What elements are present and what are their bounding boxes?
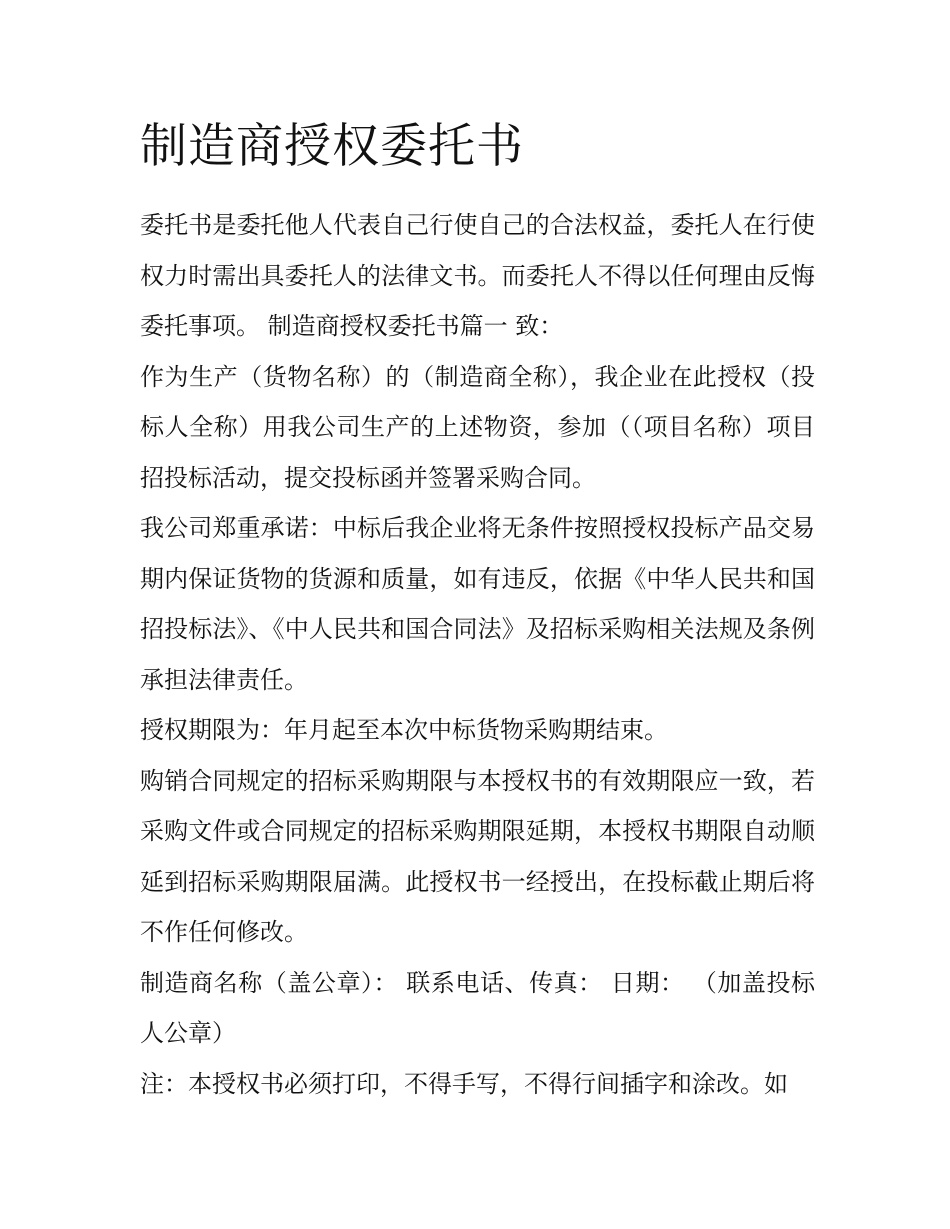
paragraph-intro: 委托书是委托他人代表自己行使自己的合法权益，委托人在行使权力时需出具委托人的法律文书。而委托人不得以任何理由反悔委托事项。 制造商授权委托书篇一 致： xyxy=(140,211,815,340)
document-page xyxy=(140,112,815,1109)
paragraph-signature: 制造商名称（盖公章）： 联系电话、传真： 日期： （加盖投标人公章） xyxy=(140,968,815,1047)
paragraph-note: 注：本授权书必须打印，不得手写，不得行间插字和涂改。如 xyxy=(140,1069,788,1098)
paragraph-authorization: 作为生产（货物名称）的（制造商全称），我企业在此授权（投标人全称）用我公司生产的上述物资，参加（（项目名称）项目招投标活动，提交投标函并签署采购合同。 xyxy=(140,362,815,492)
document-title: 制造商授权委托书 xyxy=(140,119,524,174)
paragraph-term: 授权期限为：年月起至本次中标货物采购期结束。 xyxy=(140,716,668,744)
paragraph-validity: 购销合同规定的招标采购期限与本授权书的有效期限应一致，若采购文件或合同规定的招标采购期限延期，本授权书期限自动顺延到招标采购期限届满。此授权书一经授出，在投标截止期后将不作任何修改。 xyxy=(140,766,815,946)
paragraph-commitment: 我公司郑重承诺：中标后我企业将无条件按照授权投标产品交易期内保证货物的货源和质量，如有违反，依据《中华人民共和国招投标法》、《中人民共和国合同法》及招标采购相关法规及条例承担法律责任。 xyxy=(140,514,815,694)
